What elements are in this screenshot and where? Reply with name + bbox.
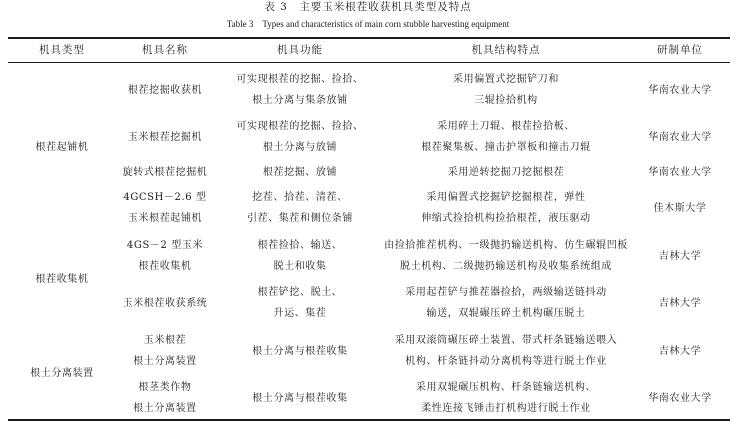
table-row-name: 玉米根茬挖掘机 bbox=[127, 131, 203, 143]
table-row-name: 根茎类作物 根土分离装置 bbox=[133, 382, 197, 414]
table-row-structure: 采用碎土刀辊、根茬捡拾板、 根茬聚集板、撞击护罩板和撞击刀辊 bbox=[421, 121, 591, 153]
header-type: 机具类型 bbox=[39, 43, 85, 56]
group-label: 根茬收集机 bbox=[35, 274, 89, 285]
table-row-name: 玉米根茬收获系统 bbox=[122, 297, 208, 309]
table-row-structure: 采用双辊碾压机构、杆条链输送机构、 柔性连接飞锤击打机构进行脱土作业 bbox=[415, 382, 597, 414]
table-row-unit: 华南农业大学 bbox=[648, 84, 712, 96]
table-row-unit: 吉林大学 bbox=[658, 297, 702, 309]
table-row-function: 根土分离与根茬收集 bbox=[252, 345, 348, 357]
table-row-structure: 采用逆转挖掘刀挖掘根茬 bbox=[447, 166, 565, 178]
table-row-structure: 采用偏置式挖掘铲挖掘根茬，弹性 伸缩式捡拾机构捡拾根茬，液压驱动 bbox=[421, 192, 591, 224]
table-row-unit: 华南农业大学 bbox=[648, 166, 712, 178]
group-label: 根茬起铺机 bbox=[35, 141, 89, 153]
table-row-name: 4GS－2 型玉米 根茬收集机 bbox=[126, 240, 204, 272]
table-row-function: 可实现根茬的挖掘、捡拾、 根土分离与放铺 bbox=[236, 121, 364, 153]
table-row-structure: 采用双滚筒碾压碎土装置、带式杆条链输送喂入 机构、杆条链抖动分离机构等进行脱土作业 bbox=[394, 335, 618, 367]
table-row-unit: 华南农业大学 bbox=[648, 392, 712, 404]
header-function: 机具功能 bbox=[277, 43, 323, 56]
table-row-name: 旋转式根茬挖掘机 bbox=[122, 166, 208, 178]
table-row-name: 4GCSH－2.6 型 玉米根茬起铺机 bbox=[123, 192, 207, 224]
table-row-unit: 吉林大学 bbox=[658, 250, 702, 262]
table-row-function: 根茬挖掘、放铺 bbox=[262, 166, 338, 178]
group-label: 根土分离装置 bbox=[30, 367, 94, 379]
table-row-name: 根茬挖掘收获机 bbox=[127, 84, 203, 96]
table-row-function: 根茬捡拾、输送、 脱土和收集 bbox=[257, 240, 343, 272]
table-row-function: 挖茬、拾茬、清茬、 引茬、集茬和侧位条铺 bbox=[247, 192, 353, 224]
table-title-cn: 表 3 主要玉米根茬收获机具类型及特点 bbox=[264, 1, 472, 13]
table-row-name: 玉米根茬 根土分离装置 bbox=[133, 335, 197, 367]
table-row-function: 根茬铲挖、脱土、 升运、集茬 bbox=[257, 287, 343, 319]
table-row-function: 可实现根茬的挖掘、捡拾、 根土分离与集条放铺 bbox=[236, 74, 364, 106]
table-row-unit: 华南农业大学 bbox=[648, 131, 712, 143]
header-unit: 研制单位 bbox=[657, 43, 703, 56]
header-structure: 机具结构特点 bbox=[471, 43, 541, 56]
table-row-structure: 采用起茬铲与推茬器捡拾，两级输送链抖动 输送，双辊碾压碎土机构碾压脱土 bbox=[405, 287, 607, 319]
table-row-structure: 由捡拾推茬机构、一级抛扔输送机构、仿生碾辊凹板 脱土机构、二级抛扔输送机构及收集系统组成 bbox=[384, 240, 628, 272]
table-row-structure: 采用偏置式挖掘铲刀和 三辊捡拾机构 bbox=[453, 74, 559, 106]
header-name: 机具名称 bbox=[142, 43, 188, 56]
table-row-unit: 吉林大学 bbox=[658, 345, 702, 357]
table-row-function: 根土分离与根茬收集 bbox=[252, 392, 348, 404]
table-title-en: Table 3 Types and characteristics of main corn stubble harvesting equipment bbox=[226, 19, 510, 29]
table-row-unit: 佳木斯大学 bbox=[653, 202, 707, 214]
